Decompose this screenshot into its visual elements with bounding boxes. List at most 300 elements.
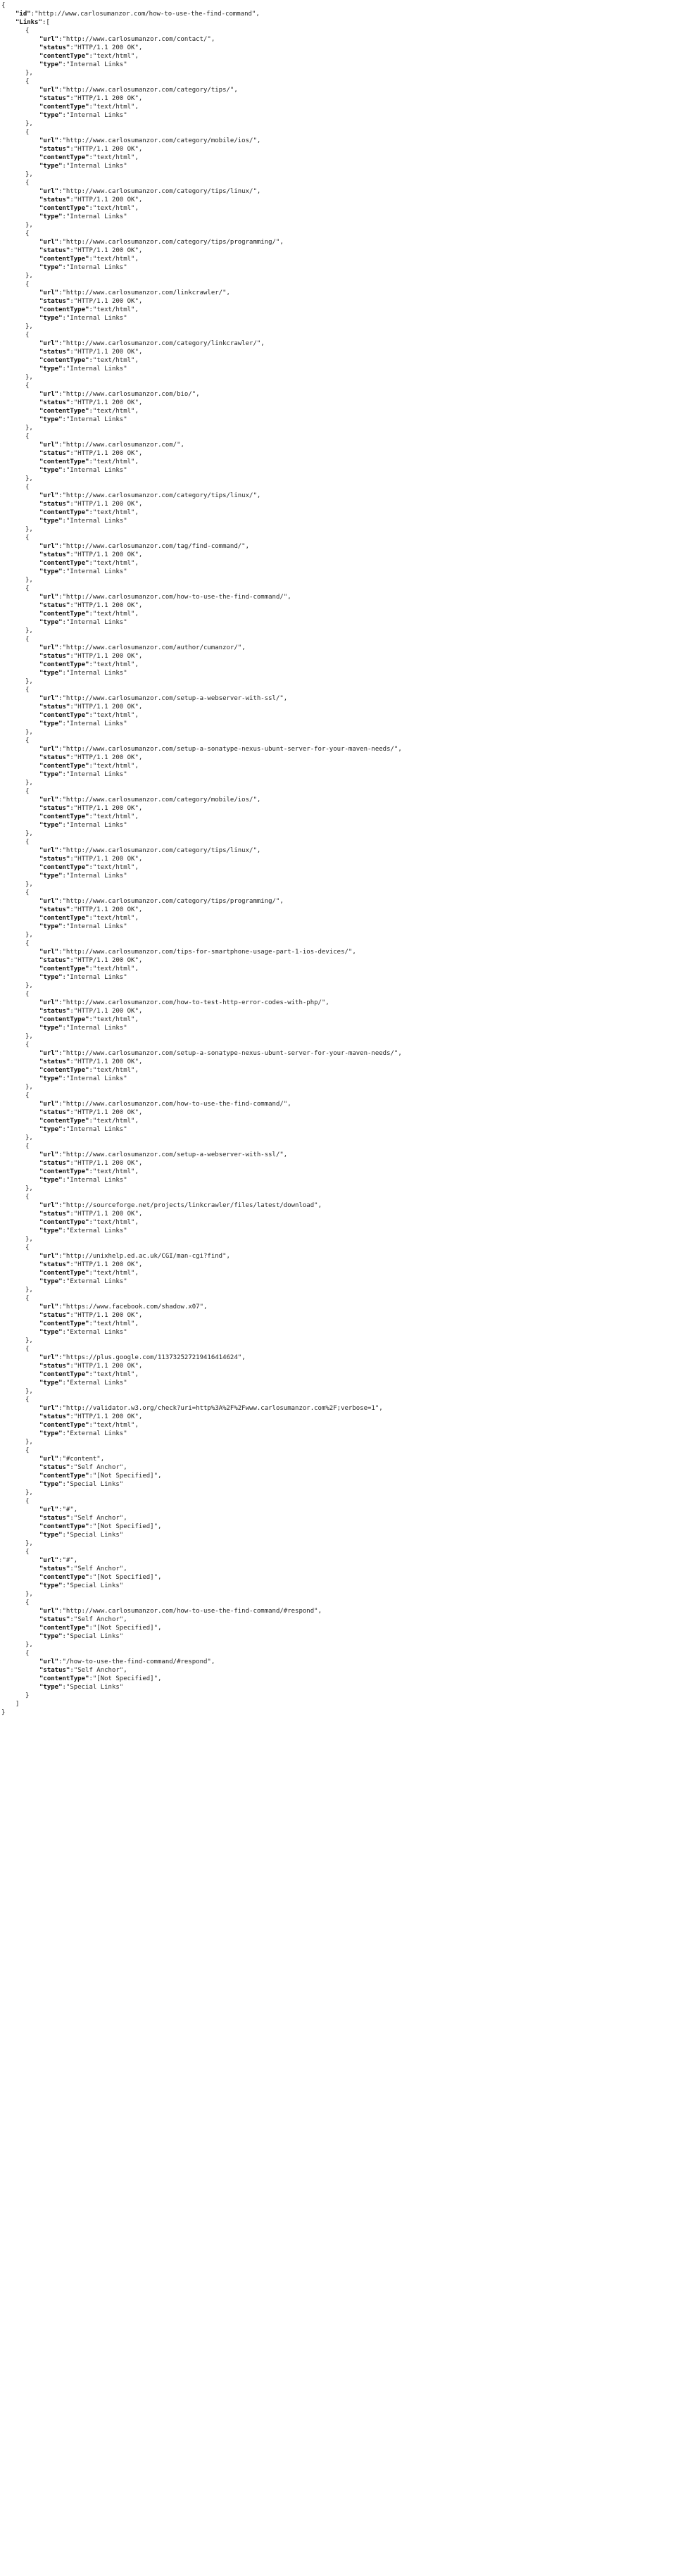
link-url: "url":"http://www.carlosumanzor.com/author/cumanzor/", — [39, 644, 246, 651]
link-type: "type":"Internal Links" — [39, 213, 127, 220]
link-type-value: "Internal Links" — [65, 264, 127, 271]
link-type-value: "Special Links" — [65, 1633, 124, 1640]
id-entry: "id":"http://www.carlosumanzor.com/how-to-use-the-find-command", — [15, 11, 260, 18]
link-status-value: "HTTP/1.1 200 OK" — [73, 44, 139, 51]
link-url-value: "http://www.carlosumanzor.com/category/tips/programming/" — [62, 239, 280, 246]
link-content-type: "contentType":"text/html", — [39, 560, 139, 567]
link-close-brace: }, — [25, 222, 33, 229]
link-url: "url":"https://plus.google.com/113732527219416414624", — [39, 1354, 246, 1361]
link-url-value: "http://www.carlosumanzor.com/how-to-use-the-find-command/" — [62, 594, 288, 601]
link-status: "status":"HTTP/1.1 200 OK", — [39, 44, 143, 51]
link-content-type: "contentType":"text/html", — [39, 1168, 139, 1175]
link-status-value: "HTTP/1.1 200 OK" — [73, 146, 139, 153]
link-type-value: "Internal Links" — [65, 163, 127, 170]
link-url: "url":"http://www.carlosumanzor.com/linkcrawler/", — [39, 289, 230, 296]
link-status-value: "HTTP/1.1 200 OK" — [73, 551, 139, 558]
link-type: "type":"Internal Links" — [39, 619, 127, 626]
link-type: "type":"External Links" — [39, 1227, 127, 1234]
link-type: "type":"Internal Links" — [39, 822, 127, 829]
link-open-brace: { — [25, 1295, 30, 1302]
link-open-brace: { — [25, 737, 30, 744]
link-content-type-value: "text/html" — [92, 661, 135, 668]
link-url: "url":"http://www.carlosumanzor.com/setup-a-sonatype-nexus-ubunt-server-for-your-maven-needs/", — [39, 1050, 402, 1057]
link-type-value: "Internal Links" — [65, 315, 127, 322]
link-status-value: "HTTP/1.1 200 OK" — [73, 1211, 139, 1218]
link-status-value: "Self Anchor" — [73, 1667, 124, 1674]
link-status: "status":"HTTP/1.1 200 OK", — [39, 1261, 143, 1268]
link-content-type-value: "text/html" — [92, 1219, 135, 1226]
link-type: "type":"Internal Links" — [39, 974, 127, 981]
link-open-brace: { — [25, 1396, 30, 1403]
link-content-type-value: "[Not Specified]" — [92, 1675, 158, 1682]
link-url-value: "http://www.carlosumanzor.com/linkcrawler/" — [62, 289, 227, 296]
link-close-brace: }, — [25, 1134, 33, 1142]
link-open-brace: { — [25, 1346, 30, 1353]
link-content-type-value: "text/html" — [92, 306, 135, 313]
link-url-value: "http://validator.w3.org/check?uri=http%3A%2F%2Fwww.carlosumanzor.com%2F;verbose=1" — [62, 1405, 379, 1412]
link-status: "status":"HTTP/1.1 200 OK", — [39, 95, 143, 102]
link-content-type: "contentType":"text/html", — [39, 509, 139, 516]
link-close-brace: }, — [25, 273, 33, 280]
link-close-brace: }, — [25, 1439, 33, 1446]
link-type: "type":"External Links" — [39, 1329, 127, 1336]
link-status: "status":"HTTP/1.1 200 OK", — [39, 349, 143, 356]
link-close-brace: }, — [25, 1642, 33, 1649]
link-content-type-value: "text/html" — [92, 1320, 135, 1327]
link-status: "status":"HTTP/1.1 200 OK", — [39, 906, 143, 913]
link-url: "url":"http://www.carlosumanzor.com/how-to-use-the-find-command/#respond", — [39, 1608, 322, 1615]
link-content-type: "contentType":"text/html", — [39, 611, 139, 618]
link-type-value: "Internal Links" — [65, 923, 127, 930]
link-status: "status":"HTTP/1.1 200 OK", — [39, 298, 143, 305]
link-url: "url":"http://sourceforge.net/projects/linkcrawler/files/latest/download", — [39, 1202, 322, 1209]
link-type-value: "Special Links" — [65, 1582, 124, 1589]
link-open-brace: { — [25, 1143, 30, 1150]
link-status-value: "HTTP/1.1 200 OK" — [73, 1261, 139, 1268]
link-status-value: "Self Anchor" — [73, 1616, 124, 1623]
link-content-type: "contentType":"text/html", — [39, 915, 139, 922]
link-type-value: "Special Links" — [65, 1532, 124, 1539]
link-content-type: "contentType":"text/html", — [39, 1219, 139, 1226]
link-type: "type":"Special Links" — [39, 1582, 124, 1589]
link-status-value: "HTTP/1.1 200 OK" — [73, 805, 139, 812]
link-type: "type":"Internal Links" — [39, 670, 127, 677]
link-content-type-value: "text/html" — [92, 763, 135, 770]
link-type-value: "External Links" — [65, 1380, 127, 1387]
link-status: "status":"HTTP/1.1 200 OK", — [39, 957, 143, 964]
link-type-value: "Internal Links" — [65, 822, 127, 829]
link-open-brace: { — [25, 27, 30, 35]
link-status: "status":"HTTP/1.1 200 OK", — [39, 1008, 143, 1015]
link-open-brace: { — [25, 332, 30, 339]
link-open-brace: { — [25, 687, 30, 694]
link-url-value: "http://www.carlosumanzor.com/how-to-use-the-find-command/#respond" — [62, 1608, 318, 1615]
link-url-value: "http://unixhelp.ed.ac.uk/CGI/man-cgi?find" — [62, 1253, 227, 1260]
link-status: "status":"HTTP/1.1 200 OK", — [39, 450, 143, 457]
link-content-type: "contentType":"text/html", — [39, 205, 139, 212]
link-close-brace: }, — [25, 627, 33, 634]
link-close-brace: } — [25, 1692, 30, 1699]
link-status-value: "HTTP/1.1 200 OK" — [73, 450, 139, 457]
link-status: "status":"HTTP/1.1 200 OK", — [39, 653, 143, 660]
link-content-type: "contentType":"text/html", — [39, 1422, 139, 1429]
link-status-value: "HTTP/1.1 200 OK" — [73, 247, 139, 254]
link-url: "url":"http://www.carlosumanzor.com/contact/", — [39, 36, 215, 43]
link-type: "type":"Internal Links" — [39, 365, 127, 373]
link-type: "type":"External Links" — [39, 1380, 127, 1387]
link-url: "url":"http://www.carlosumanzor.com/category/tips/programming/", — [39, 898, 284, 905]
link-url: "url":"http://www.carlosumanzor.com/category/tips/programming/", — [39, 239, 284, 246]
link-content-type: "contentType":"[Not Specified]", — [39, 1625, 162, 1632]
link-url: "url":"http://www.carlosumanzor.com/category/tips/linux/", — [39, 492, 261, 499]
link-url: "url":"http://www.carlosumanzor.com/category/tips/linux/", — [39, 847, 261, 854]
link-content-type: "contentType":"text/html", — [39, 104, 139, 111]
link-open-brace: { — [25, 1092, 30, 1099]
link-content-type: "contentType":"text/html", — [39, 256, 139, 263]
link-close-brace: }, — [25, 1540, 33, 1547]
link-content-type-value: "[Not Specified]" — [92, 1523, 158, 1530]
id-entry-value: "http://www.carlosumanzor.com/how-to-use-the-find-command" — [34, 11, 256, 18]
link-status-value: "Self Anchor" — [73, 1515, 124, 1522]
link-url: "url":"https://www.facebook.com/shadow.x07", — [39, 1303, 208, 1311]
link-content-type-value: "text/html" — [92, 864, 135, 871]
link-close-brace: }, — [25, 323, 33, 330]
link-close-brace: }, — [25, 120, 33, 127]
link-url: "url":"http://www.carlosumanzor.com/bio/", — [39, 391, 200, 398]
link-content-type: "contentType":"text/html", — [39, 154, 139, 161]
link-url-value: "http://www.carlosumanzor.com/how-to-use-the-find-command/" — [62, 1101, 288, 1108]
link-url: "url":"http://unixhelp.ed.ac.uk/CGI/man-cgi?find", — [39, 1253, 230, 1260]
link-content-type: "contentType":"text/html", — [39, 965, 139, 973]
link-content-type-value: "[Not Specified]" — [92, 1473, 158, 1480]
link-close-brace: }, — [25, 526, 33, 533]
link-status-value: "HTTP/1.1 200 OK" — [73, 298, 139, 305]
link-content-type: "contentType":"text/html", — [39, 1067, 139, 1074]
link-type-value: "Internal Links" — [65, 467, 127, 474]
link-content-type-value: "[Not Specified]" — [92, 1625, 158, 1632]
link-url-value: "http://www.carlosumanzor.com/category/tips/" — [62, 87, 234, 94]
link-type-value: "Internal Links" — [65, 873, 127, 880]
link-type: "type":"Internal Links" — [39, 518, 127, 525]
link-content-type: "contentType":"[Not Specified]", — [39, 1675, 162, 1682]
link-url: "url":"http://www.carlosumanzor.com/how-to-test-http-error-codes-with-php/", — [39, 999, 329, 1006]
link-status: "status":"HTTP/1.1 200 OK", — [39, 1058, 143, 1065]
link-open-brace: { — [25, 991, 30, 998]
link-status: "status":"HTTP/1.1 200 OK", — [39, 856, 143, 863]
link-url: "url":"#content", — [39, 1456, 105, 1463]
link-content-type-value: "text/html" — [92, 509, 135, 516]
link-type: "type":"External Links" — [39, 1278, 127, 1285]
link-type-value: "Special Links" — [65, 1481, 124, 1488]
link-status-value: "HTTP/1.1 200 OK" — [73, 1109, 139, 1116]
link-close-brace: }, — [25, 830, 33, 837]
link-open-brace: { — [25, 1498, 30, 1505]
link-type-value: "Special Links" — [65, 1684, 124, 1691]
link-status: "status":"Self Anchor", — [39, 1515, 127, 1522]
link-status: "status":"HTTP/1.1 200 OK", — [39, 1211, 143, 1218]
link-content-type-value: "text/html" — [92, 458, 135, 465]
link-close-brace: }, — [25, 982, 33, 989]
link-type: "type":"External Links" — [39, 1430, 127, 1437]
link-url-value: "http://www.carlosumanzor.com/" — [62, 442, 181, 449]
link-url-value: "http://www.carlosumanzor.com/category/tips/linux/" — [62, 847, 257, 854]
link-status-value: "HTTP/1.1 200 OK" — [73, 602, 139, 609]
link-content-type-value: "text/html" — [92, 256, 135, 263]
link-content-type: "contentType":"text/html", — [39, 53, 139, 60]
link-url: "url":"http://www.carlosumanzor.com/setup-a-webserver-with-ssl/", — [39, 1151, 288, 1158]
link-type-value: "External Links" — [65, 1227, 127, 1234]
link-open-brace: { — [25, 180, 30, 187]
link-status: "status":"HTTP/1.1 200 OK", — [39, 1312, 143, 1319]
link-status-value: "HTTP/1.1 200 OK" — [73, 196, 139, 204]
link-open-brace: { — [25, 1244, 30, 1251]
link-close-brace: }, — [25, 1084, 33, 1091]
link-content-type: "contentType":"text/html", — [39, 306, 139, 313]
link-type-value: "Internal Links" — [65, 771, 127, 778]
link-url-value: "http://www.carlosumanzor.com/category/tips/linux/" — [62, 188, 257, 195]
link-content-type: "contentType":"text/html", — [39, 458, 139, 465]
link-url-value: "http://www.carlosumanzor.com/bio/" — [62, 391, 196, 398]
link-url: "url":"http://www.carlosumanzor.com/tag/find-command/", — [39, 543, 250, 550]
link-type: "type":"Special Links" — [39, 1633, 124, 1640]
link-type-value: "Internal Links" — [65, 61, 127, 68]
link-status: "status":"HTTP/1.1 200 OK", — [39, 754, 143, 761]
link-content-type-value: "text/html" — [92, 1016, 135, 1023]
link-content-type-value: "text/html" — [92, 1067, 135, 1074]
link-open-brace: { — [25, 534, 30, 542]
link-url: "url":"http://www.carlosumanzor.com/category/tips/linux/", — [39, 188, 261, 195]
link-url: "url":"http://validator.w3.org/check?uri=http%3A%2F%2Fwww.carlosumanzor.com%2F;verbose=1", — [39, 1405, 383, 1412]
link-content-type: "contentType":"text/html", — [39, 1016, 139, 1023]
link-type: "type":"Internal Links" — [39, 1025, 127, 1032]
link-content-type: "contentType":"text/html", — [39, 661, 139, 668]
link-type: "type":"Internal Links" — [39, 1177, 127, 1184]
link-url-value: "http://sourceforge.net/projects/linkcrawler/files/latest/download" — [62, 1202, 318, 1209]
link-content-type: "contentType":"text/html", — [39, 712, 139, 719]
link-url-value: "http://www.carlosumanzor.com/category/tips/programming/" — [62, 898, 280, 905]
link-status: "status":"HTTP/1.1 200 OK", — [39, 196, 143, 204]
link-close-brace: }, — [25, 932, 33, 939]
link-url-value: "#" — [62, 1506, 74, 1513]
link-content-type-value: "text/html" — [92, 915, 135, 922]
link-content-type: "contentType":"text/html", — [39, 1270, 139, 1277]
link-content-type: "contentType":"[Not Specified]", — [39, 1574, 162, 1581]
link-content-type: "contentType":"[Not Specified]", — [39, 1523, 162, 1530]
link-close-brace: }, — [25, 1591, 33, 1598]
link-status: "status":"HTTP/1.1 200 OK", — [39, 704, 143, 711]
link-type-value: "Internal Links" — [65, 1126, 127, 1133]
link-close-brace: }, — [25, 780, 33, 787]
link-type-value: "Internal Links" — [65, 365, 127, 373]
link-status-value: "HTTP/1.1 200 OK" — [73, 704, 139, 711]
link-status: "status":"HTTP/1.1 200 OK", — [39, 805, 143, 812]
link-status-value: "HTTP/1.1 200 OK" — [73, 653, 139, 660]
links-close-bracket: ] — [15, 1701, 20, 1708]
link-content-type-value: "text/html" — [92, 1422, 135, 1429]
link-url-value: "http://www.carlosumanzor.com/contact/" — [62, 36, 211, 43]
link-type: "type":"Internal Links" — [39, 1075, 127, 1082]
link-status-value: "HTTP/1.1 200 OK" — [73, 1413, 139, 1420]
link-status-value: "HTTP/1.1 200 OK" — [73, 1008, 139, 1015]
link-close-brace: }, — [25, 1185, 33, 1192]
link-content-type: "contentType":"text/html", — [39, 1118, 139, 1125]
link-open-brace: { — [25, 788, 30, 795]
link-content-type: "contentType":"text/html", — [39, 357, 139, 364]
link-url-value: "#" — [62, 1557, 74, 1564]
link-open-brace: { — [25, 1650, 30, 1657]
link-content-type-value: "text/html" — [92, 104, 135, 111]
link-type-value: "External Links" — [65, 1278, 127, 1285]
link-status-value: "HTTP/1.1 200 OK" — [73, 1363, 139, 1370]
link-status-value: "HTTP/1.1 200 OK" — [73, 754, 139, 761]
link-close-brace: }, — [25, 1489, 33, 1496]
link-close-brace: }, — [25, 678, 33, 685]
link-url: "url":"http://www.carlosumanzor.com/tips-for-smartphone-usage-part-1-ios-devices/", — [39, 949, 356, 956]
link-close-brace: }, — [25, 1388, 33, 1395]
link-content-type-value: "text/html" — [92, 1371, 135, 1378]
link-content-type-value: "text/html" — [92, 357, 135, 364]
link-status-value: "HTTP/1.1 200 OK" — [73, 856, 139, 863]
link-status-value: "HTTP/1.1 200 OK" — [73, 399, 139, 406]
link-open-brace: { — [25, 78, 30, 85]
link-open-brace: { — [25, 940, 30, 947]
link-type-value: "Internal Links" — [65, 619, 127, 626]
link-status-value: "HTTP/1.1 200 OK" — [73, 1160, 139, 1167]
link-status: "status":"HTTP/1.1 200 OK", — [39, 399, 143, 406]
link-type-value: "External Links" — [65, 1430, 127, 1437]
link-status-value: "Self Anchor" — [73, 1464, 124, 1471]
link-open-brace: { — [25, 281, 30, 288]
link-url: "url":"http://www.carlosumanzor.com/category/mobile/ios/", — [39, 137, 261, 144]
link-type-value: "Internal Links" — [65, 518, 127, 525]
link-url-value: "http://www.carlosumanzor.com/tag/find-command/" — [62, 543, 246, 550]
link-status: "status":"HTTP/1.1 200 OK", — [39, 1160, 143, 1167]
links-key: "Links":[ — [15, 19, 50, 26]
link-type: "type":"Internal Links" — [39, 568, 127, 575]
link-open-brace: { — [25, 129, 30, 136]
link-status-value: "HTTP/1.1 200 OK" — [73, 1058, 139, 1065]
link-url-value: "http://www.carlosumanzor.com/setup-a-sonatype-nexus-ubunt-server-for-your-maven-needs/" — [62, 1050, 398, 1057]
link-type: "type":"Special Links" — [39, 1684, 124, 1691]
link-status: "status":"HTTP/1.1 200 OK", — [39, 1363, 143, 1370]
link-url: "url":"http://www.carlosumanzor.com/", — [39, 442, 184, 449]
link-status-value: "HTTP/1.1 200 OK" — [73, 501, 139, 508]
link-content-type: "contentType":"[Not Specified]", — [39, 1473, 162, 1480]
link-url: "url":"/how-to-use-the-find-command/#respond", — [39, 1658, 215, 1665]
link-open-brace: { — [25, 1042, 30, 1049]
link-close-brace: }, — [25, 1236, 33, 1243]
link-open-brace: { — [25, 230, 30, 237]
link-type: "type":"Internal Links" — [39, 771, 127, 778]
link-url-value: "http://www.carlosumanzor.com/author/cumanzor/" — [62, 644, 242, 651]
link-open-brace: { — [25, 839, 30, 846]
link-type-value: "External Links" — [65, 1329, 127, 1336]
link-content-type: "contentType":"text/html", — [39, 1371, 139, 1378]
link-open-brace: { — [25, 1599, 30, 1606]
link-url-value: "#content" — [62, 1456, 101, 1463]
link-type: "type":"Special Links" — [39, 1532, 124, 1539]
link-content-type-value: "text/html" — [92, 965, 135, 973]
link-content-type-value: "text/html" — [92, 53, 135, 60]
link-close-brace: }, — [25, 171, 33, 178]
link-content-type-value: "text/html" — [92, 712, 135, 719]
link-close-brace: }, — [25, 1337, 33, 1344]
link-close-brace: }, — [25, 881, 33, 888]
link-content-type-value: "text/html" — [92, 1168, 135, 1175]
link-status-value: "HTTP/1.1 200 OK" — [73, 95, 139, 102]
link-url-value: "http://www.carlosumanzor.com/how-to-test-http-error-codes-with-php/" — [62, 999, 326, 1006]
link-url: "url":"http://www.carlosumanzor.com/how-to-use-the-find-command/", — [39, 594, 291, 601]
link-url: "url":"http://www.carlosumanzor.com/category/linkcrawler/", — [39, 340, 265, 347]
link-open-brace: { — [25, 484, 30, 491]
link-url: "url":"http://www.carlosumanzor.com/category/mobile/ios/", — [39, 796, 261, 804]
link-content-type-value: "text/html" — [92, 1270, 135, 1277]
link-content-type: "contentType":"text/html", — [39, 763, 139, 770]
link-status: "status":"HTTP/1.1 200 OK", — [39, 146, 143, 153]
link-url-value: "http://www.carlosumanzor.com/category/linkcrawler/" — [62, 340, 261, 347]
link-content-type-value: "text/html" — [92, 154, 135, 161]
link-type: "type":"Internal Links" — [39, 264, 127, 271]
link-url-value: "http://www.carlosumanzor.com/category/mobile/ios/" — [62, 137, 257, 144]
link-close-brace: }, — [25, 70, 33, 77]
link-type-value: "Internal Links" — [65, 568, 127, 575]
link-type-value: "Internal Links" — [65, 1177, 127, 1184]
link-type-value: "Internal Links" — [65, 720, 127, 727]
link-status: "status":"HTTP/1.1 200 OK", — [39, 501, 143, 508]
link-url-value: "https://plus.google.com/113732527219416414624" — [62, 1354, 242, 1361]
link-close-brace: }, — [25, 729, 33, 736]
link-content-type: "contentType":"text/html", — [39, 1320, 139, 1327]
link-url-value: "http://www.carlosumanzor.com/setup-a-sonatype-nexus-ubunt-server-for-your-maven-needs/" — [62, 746, 398, 753]
link-status: "status":"Self Anchor", — [39, 1616, 127, 1623]
link-status: "status":"HTTP/1.1 200 OK", — [39, 551, 143, 558]
link-status: "status":"Self Anchor", — [39, 1667, 127, 1674]
link-content-type-value: "text/html" — [92, 560, 135, 567]
link-content-type-value: "text/html" — [92, 813, 135, 820]
link-url-value: "/how-to-use-the-find-command/#respond" — [62, 1658, 211, 1665]
link-url-value: "http://www.carlosumanzor.com/category/tips/linux/" — [62, 492, 257, 499]
link-type: "type":"Internal Links" — [39, 873, 127, 880]
link-url: "url":"#", — [39, 1506, 78, 1513]
link-url: "url":"#", — [39, 1557, 78, 1564]
link-open-brace: { — [25, 889, 30, 896]
link-close-brace: }, — [25, 577, 33, 584]
link-type-value: "Internal Links" — [65, 1025, 127, 1032]
link-close-brace: }, — [25, 425, 33, 432]
link-type: "type":"Internal Links" — [39, 1126, 127, 1133]
link-type: "type":"Internal Links" — [39, 416, 127, 423]
link-status-value: "HTTP/1.1 200 OK" — [73, 957, 139, 964]
link-type-value: "Internal Links" — [65, 670, 127, 677]
link-close-brace: }, — [25, 1287, 33, 1294]
link-url: "url":"http://www.carlosumanzor.com/setup-a-sonatype-nexus-ubunt-server-for-your-maven-needs/", — [39, 746, 402, 753]
link-open-brace: { — [25, 433, 30, 440]
link-url: "url":"http://www.carlosumanzor.com/setup-a-webserver-with-ssl/", — [39, 695, 288, 702]
root-close-brace: } — [1, 1709, 6, 1716]
link-type-value: "Internal Links" — [65, 974, 127, 981]
link-type: "type":"Special Links" — [39, 1481, 124, 1488]
link-type: "type":"Internal Links" — [39, 61, 127, 68]
link-type: "type":"Internal Links" — [39, 112, 127, 119]
link-type: "type":"Internal Links" — [39, 467, 127, 474]
link-url: "url":"http://www.carlosumanzor.com/category/tips/", — [39, 87, 238, 94]
link-open-brace: { — [25, 1447, 30, 1454]
link-status-value: "HTTP/1.1 200 OK" — [73, 349, 139, 356]
link-close-brace: }, — [25, 475, 33, 482]
link-content-type-value: "text/html" — [92, 1118, 135, 1125]
link-open-brace: { — [25, 1549, 30, 1556]
link-type: "type":"Internal Links" — [39, 315, 127, 322]
